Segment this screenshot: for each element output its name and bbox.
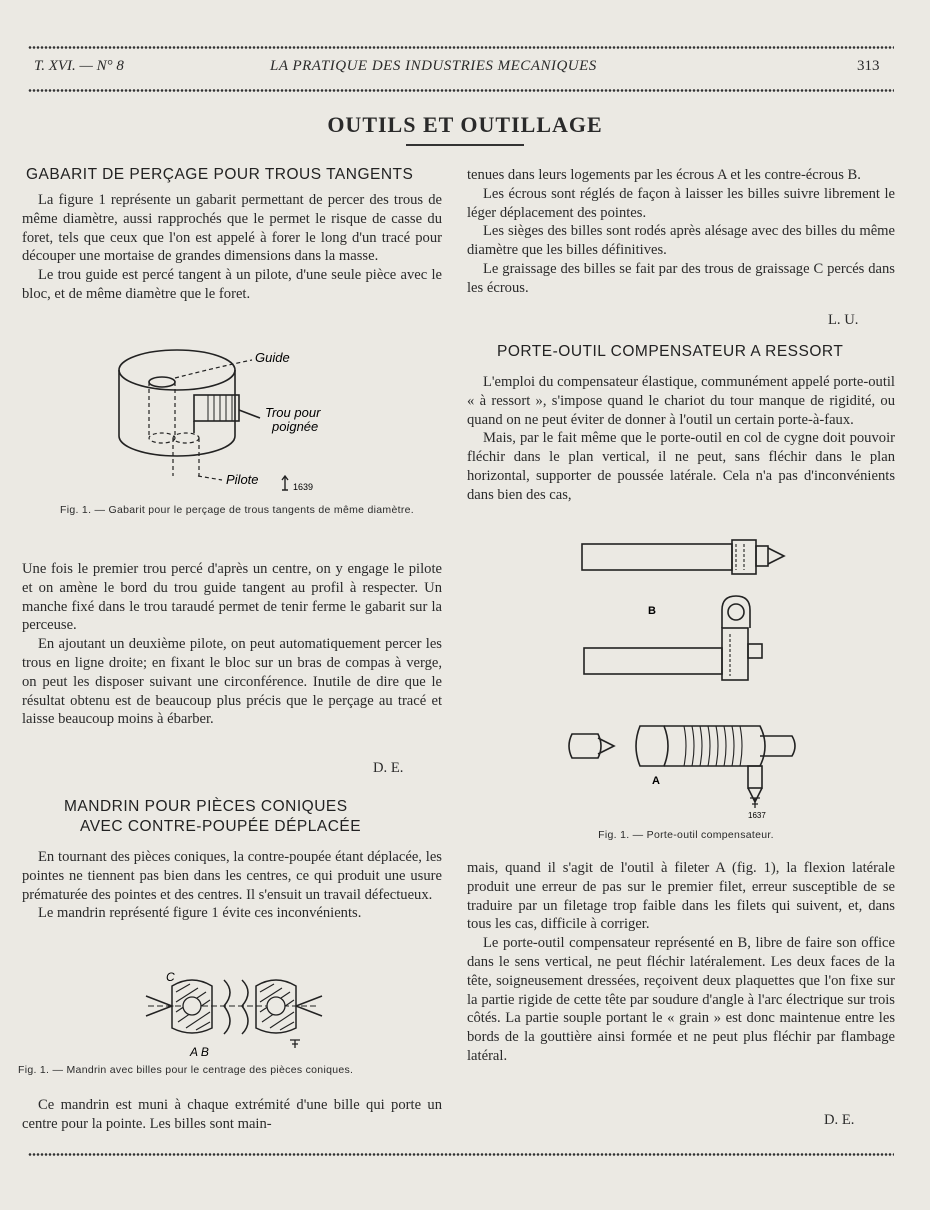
figure-label-trou: Trou pour	[265, 405, 321, 420]
figure-label-poignee: poignée	[272, 419, 319, 434]
article2-paragraph: Le mandrin représenté figure 1 évite ces inconvénients.	[38, 905, 362, 922]
section-title: OUTILS ET OUTILLAGE	[327, 112, 603, 137]
figure-caption-jig: Fig. 1. — Gabarit pour le perçage de trous tangents de même diamètre.	[60, 504, 414, 516]
article3-title: PORTE-OUTIL COMPENSATEUR A RESSORT	[497, 343, 844, 360]
figure-mark-icon	[290, 1040, 300, 1048]
figure-caption-tool-holder: Fig. 1. — Porte-outil compensateur.	[598, 829, 774, 841]
article1-title: GABARIT DE PERÇAGE POUR TROUS TANGENTS	[26, 166, 414, 183]
figure-label-guide: Guide	[255, 350, 290, 365]
figure-label-ab: A B	[190, 1045, 209, 1059]
figure-number: 1639	[293, 482, 314, 492]
article3-paragraph: mais, quand il s'agit de l'outil à fileter A (fig. 1), la flexion latérale produit une erreur de pas sur le premier filet, erreur susceptible de se traduire par un filetage trop faible dans les filets qui suivent, et, dans tous les cas, difficile à corriger.	[467, 860, 895, 933]
article1-paragraph: La figure 1 représente un gabarit permettant de percer des trous de même diamètre, aussi rapprochés que le permet le risque de casse du foret, tels que ceux que l'on est appelé à forer le long d'un tracé pour découper une mortaise de grandes dimensions dans la masse.	[22, 192, 442, 265]
article1-body	[22, 560, 442, 729]
article2-signature: L. U.	[828, 312, 859, 328]
article1-paragraph: En ajoutant un deuxième pilote, on peut automatiquement percer les trous en ligne droite; en fixant le bloc sur un bras de compas à verge, on peut les disposer suivant une circonférence. Inutile de dire que le résultat obtenu est de beaucoup plus précis que le perçage au tracé et laisse beaucoup moins à ébarber.	[22, 636, 442, 728]
article2-intro	[22, 848, 442, 923]
figure-tool-holder	[560, 536, 810, 826]
article3-body	[467, 859, 895, 1066]
figure-drilling-jig	[112, 338, 362, 508]
figure-label-b: B	[648, 605, 656, 617]
article1-signature: D. E.	[373, 760, 404, 776]
figure-number: 1637	[748, 811, 766, 820]
header-rule-bottom	[28, 88, 894, 93]
article2-continued	[467, 166, 895, 298]
article2-paragraph: Le graissage des billes se fait par des trous de graissage C percés dans les écrous.	[467, 260, 895, 296]
article3-intro	[467, 373, 895, 505]
article2-title-line2: AVEC CONTRE-POUPÉE DÉPLACÉE	[80, 818, 362, 835]
article3-paragraph: Mais, par le fait même que le porte-outil en col de cygne doit pouvoir fléchir dans le plan vertical, il ne peut, sans fléchir dans le plan horizontal, supporter de poussée latérale. Cela n'a pas d'inconvénients dans bien des cas,	[467, 430, 895, 503]
article2-body	[22, 1096, 442, 1134]
article2-paragraph: En tournant des pièces coniques, la contre-poupée étant déplacée, les pointes ne tiennent pas bien dans les centres, ce qui produit une usure prématurée des pointes et des centres. Il s'ensuit un travail défectueux.	[22, 849, 442, 903]
article2-title-line1: MANDRIN POUR PIÈCES CONIQUES	[64, 798, 348, 815]
header-journal-title: LA PRATIQUE DES INDUSTRIES MECANIQUES	[270, 58, 597, 74]
figure-label-a: A	[652, 775, 660, 787]
figure-label-pilote: Pilote	[226, 472, 259, 487]
header-rule-top	[28, 45, 894, 50]
article3-paragraph: Le porte-outil compensateur représenté en B, libre de faire son office dans le sens vertical, ne peut fléchir latéralement. Les deux faces de la tête, soigneusement dressées, reçoivent deux plaquettes que l'on fixe sur la partie rigide de cette tête par soudure d'angle à l'arc électrique sur trois côtés. La partie souple portant le « grain » est donc maintenue entre les bords de la gouttière ainsi formée et ne peut plus fléchir par flambage latéral.	[467, 935, 895, 1064]
article3-paragraph: L'emploi du compensateur élastique, communément appelé porte-outil « à ressort », s'impose quand le chariot du tour manque de rigidité, ou quand on ne peut éviter de donner à l'outil un certain porte-à-faux.	[467, 374, 895, 428]
figure-mark-icon	[282, 476, 288, 490]
article2-paragraph: Les sièges des billes sont rodés après alésage avec des billes du même diamètre que les billes définitives.	[467, 223, 895, 259]
article1-paragraph: Une fois le premier trou percé d'après un centre, on y engage le pilote et on amène le bord du trou guide tangent au profil à respecter. Un manche fixé dans le trou taraudé permet de tenir ferme le gabarit sur la perceuse.	[22, 561, 442, 634]
article3-signature: D. E.	[824, 1112, 855, 1128]
article1-intro	[22, 191, 442, 304]
article1-paragraph: Le trou guide est percé tangent à un pilote, d'une seule pièce avec le bloc, et de même diamètre que le foret.	[22, 267, 442, 302]
article2-paragraph: tenues dans leurs logements par les écrous A et les contre-écrous B.	[467, 167, 861, 183]
figure-mandrel	[140, 966, 330, 1060]
figure-label-c: C	[166, 970, 175, 984]
footer-rule	[28, 1152, 894, 1157]
article2-paragraph: Ce mandrin est muni à chaque extrémité d'une bille qui porte un centre pour la pointe. Les billes sont main-	[22, 1097, 442, 1132]
figure-caption-mandrel: Fig. 1. — Mandrin avec billes pour le centrage des pièces coniques.	[18, 1064, 354, 1076]
header-volume: T. XVI. — N° 8	[34, 58, 124, 74]
title-underline	[406, 144, 524, 146]
article2-paragraph: Les écrous sont réglés de façon à laisser les billes suivre librement le léger déplacement des pointes.	[467, 185, 895, 221]
header-page-number: 313	[857, 58, 880, 74]
figure-mark-icon	[750, 798, 760, 808]
